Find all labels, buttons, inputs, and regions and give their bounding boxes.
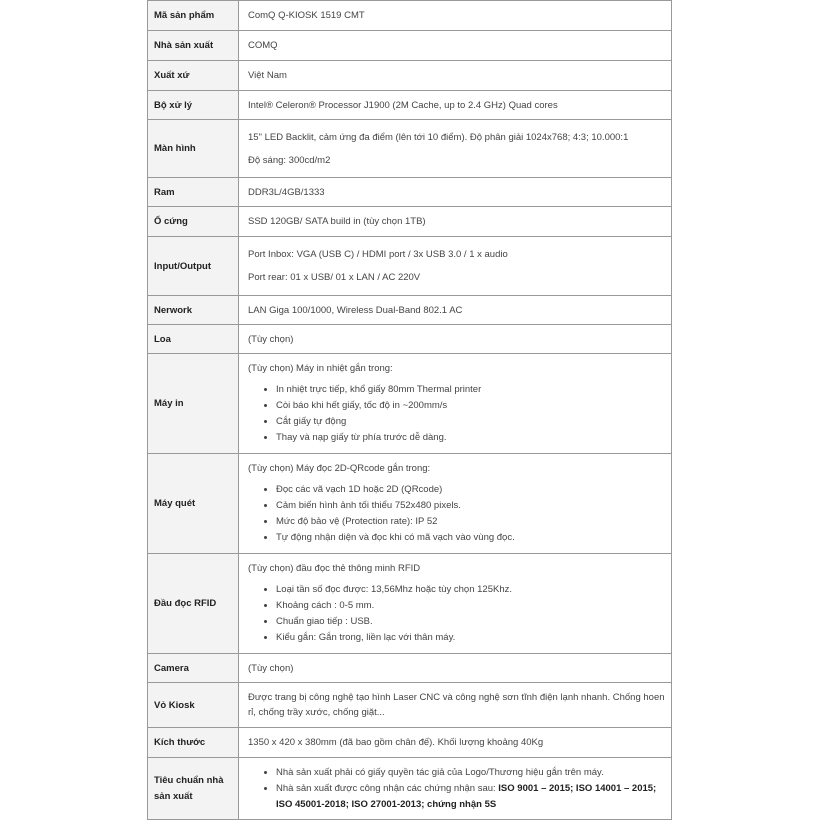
row-label: Ram: [148, 178, 239, 207]
list-item: • Khoảng cách : 0-5 mm.: [276, 598, 665, 614]
table-row: [148, 31, 672, 61]
row-label: Camera: [148, 654, 239, 683]
table-row: [148, 1, 672, 31]
row-value: [239, 237, 672, 296]
list-item: • Cảm biến hình ảnh tối thiểu 752x480 pixels.: [276, 498, 665, 514]
row-label: Loa: [148, 325, 239, 354]
list-item: • In nhiệt trực tiếp, khổ giấy 80mm Thermal printer: [276, 382, 665, 398]
table-row: [148, 758, 672, 820]
row-label: Bộ xử lý: [148, 91, 239, 120]
table-row: [148, 354, 672, 454]
row-label: Nhà sản xuất: [148, 31, 239, 61]
row-value: [239, 354, 672, 454]
table-row: [148, 296, 672, 325]
row-intro: (Tùy chọn) đầu đọc thẻ thông minh RFID: [248, 563, 421, 574]
certification-list: ISO 9001 – 2015; ISO 14001 – 2015; ISO 45001-2018; ISO 27001-2013; chứng nhận 5S: [276, 782, 657, 810]
table-row: [148, 237, 672, 296]
row-line: Port Inbox: VGA (USB C) / HDMI port / 3x USB 3.0 / 1 x audio: [248, 249, 508, 260]
row-label: Mã sản phẩm: [148, 1, 239, 31]
row-value: LAN Giga 100/1000, Wireless Dual-Band 802.1 AC: [239, 296, 672, 325]
table-row: [148, 61, 672, 91]
row-line: Port rear: 01 x USB/ 01 x LAN / AC 220V: [248, 272, 421, 283]
list-item: • Nhà sản xuất phải có giấy quyền tác giả của Logo/Thương hiệu gắn trên máy.: [276, 765, 665, 781]
row-line: 15" LED Backlit, cảm ứng đa điểm (lên tới 10 điểm). Độ phân giải 1024x768; 4:3; 10.000:1: [248, 131, 629, 143]
row-label: Xuất xứ: [148, 61, 239, 91]
list-item: • Mức độ bảo vệ (Protection rate): IP 52: [276, 514, 665, 530]
row-value: [239, 554, 672, 654]
list-item: [276, 781, 665, 813]
row-label: Máy in: [148, 354, 239, 454]
list-item: • Còi báo khi hết giấy, tốc độ in ~200mm/s: [276, 398, 665, 414]
spec-table: [147, 0, 672, 820]
row-line: Độ sáng: 300cd/m2: [248, 154, 331, 166]
table-row: [148, 207, 672, 237]
table-row: [148, 178, 672, 207]
table-row: [148, 654, 672, 683]
table-row: [148, 325, 672, 354]
row-value: Được trang bị công nghệ tạo hình Laser CNC và công nghệ sơn tĩnh điện lạnh nhanh. Chống hoen rỉ, chống trầy xước, chống giặt...: [239, 683, 672, 728]
bullet-list: [248, 482, 665, 546]
list-item: • Tự động nhận diện và đọc khi có mã vạch vào vùng đọc.: [276, 530, 665, 546]
table-row: [148, 120, 672, 178]
bullet-list: [248, 765, 665, 813]
row-label: Nerwork: [148, 296, 239, 325]
row-label: Màn hình: [148, 120, 239, 178]
bullet-list: [248, 382, 665, 446]
spec-table-wrapper: [147, 0, 672, 820]
list-item: • Thay và nạp giấy từ phía trước dễ dàng.: [276, 430, 665, 446]
row-value: COMQ: [239, 31, 672, 61]
list-item: • Chuẩn giao tiếp : USB.: [276, 614, 665, 630]
row-label: Máy quét: [148, 454, 239, 554]
table-row: [148, 554, 672, 654]
list-item-text: Nhà sản xuất được công nhận các chứng nhận sau:: [276, 782, 496, 794]
row-value: Intel® Celeron® Processor J1900 (2M Cache, up to 2.4 GHz) Quad cores: [239, 91, 672, 120]
list-item: • Kiểu gắn: Gắn trong, liền lạc với thân máy.: [276, 630, 665, 646]
row-value: (Tùy chọn): [239, 654, 672, 683]
row-value: [239, 120, 672, 178]
table-row: [148, 454, 672, 554]
row-value: [239, 758, 672, 820]
row-label: Tiêu chuẩn nhà sản xuất: [148, 758, 239, 820]
row-value: Việt Nam: [239, 61, 672, 91]
table-row: [148, 683, 672, 728]
row-value: 1350 x 420 x 380mm (đã bao gồm chân đế). Khối lượng khoảng 40Kg: [239, 728, 672, 758]
list-item: • Loại tần số đọc được: 13,56Mhz hoặc tùy chọn 125Khz.: [276, 582, 665, 598]
row-label: Đầu đọc RFID: [148, 554, 239, 654]
row-value: SSD 120GB/ SATA build in (tùy chọn 1TB): [239, 207, 672, 237]
row-value: ComQ Q-KIOSK 1519 CMT: [239, 1, 672, 31]
bullet-list: [248, 582, 665, 646]
row-label: Ổ cứng: [148, 207, 239, 237]
row-intro: (Tùy chọn) Máy đọc 2D-QRcode gắn trong:: [248, 463, 431, 474]
row-value: [239, 454, 672, 554]
list-item: • Cắt giấy tự động: [276, 414, 665, 430]
table-row: [148, 91, 672, 120]
table-row: [148, 728, 672, 758]
list-item: • Đọc các vã vạch 1D hoặc 2D (QRcode): [276, 482, 665, 498]
row-label: Kích thước: [148, 728, 239, 758]
row-value: (Tùy chọn): [239, 325, 672, 354]
row-intro: (Tùy chọn) Máy in nhiệt gắn trong:: [248, 363, 393, 374]
row-label: Input/Output: [148, 237, 239, 296]
row-label: Vỏ Kiosk: [148, 683, 239, 728]
row-value: DDR3L/4GB/1333: [239, 178, 672, 207]
